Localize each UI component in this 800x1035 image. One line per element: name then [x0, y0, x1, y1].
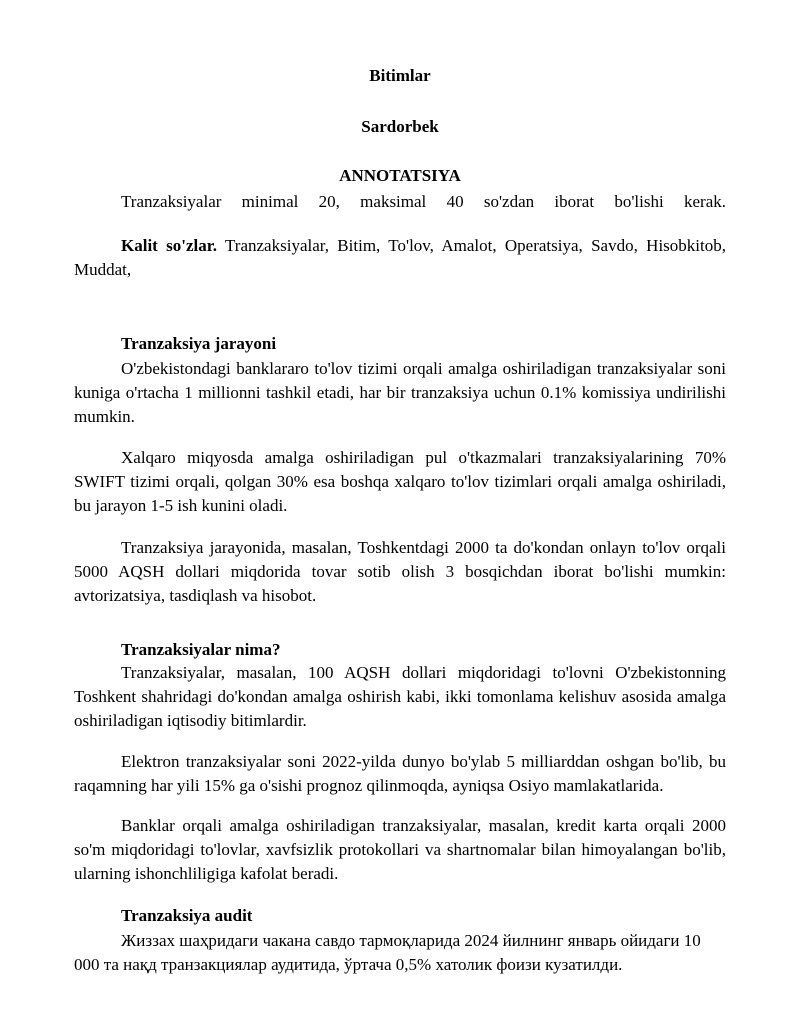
keywords-list: Tranzaksiyalar, Bitim, To'lov, Amalot, Operatsiya, Savdo, Hisobkitob, Muddat,	[74, 236, 726, 279]
keywords-label: Kalit so'zlar.	[121, 236, 217, 255]
section-heading: Tranzaksiyalar nima?	[121, 640, 281, 659]
paragraph: Tranzaksiyalar, masalan, 100 AQSH dollari miqdoridagi to'lovni O'zbekistonning Toshkent shahridagi do'kondan amalga oshirish kabi, ikki tomonlama kelishuv asosida amalga oshiriladigan iqtisodiy bitimlardir.	[74, 663, 726, 730]
document-title: Bitimlar	[369, 66, 431, 85]
paragraph: Banklar orqali amalga oshiriladigan tranzaksiyalar, masalan, kredit karta orqali 2000 so'm miqdoridagi to'lovlar, xavfsizlik protokollari va shartnomalar bilan himoyalangan bo'lib, ularning ishonchliligiga kafolat beradi.	[74, 816, 726, 883]
paragraph: Elektron tranzaksiyalar soni 2022-yilda dunyo bo'ylab 5 milliarddan oshgan bo'lib, bu raqamning har yili 15% ga o'sishi prognoz qilinmoqda, ayniqsa Osiyo mamlakatlarida.	[74, 752, 726, 795]
abstract-heading: ANNOTATSIYA	[339, 166, 461, 185]
paragraph: O'zbekistondagi banklararo to'lov tizimi orqali amalga oshiriladigan tranzaksiyalar soni kuniga o'rtacha 1 millionni tashkil etadi, har bir tranzaksiya uchun 0.1% komissiya undirilishi mumkin.	[74, 359, 726, 426]
author-name: Sardorbek	[361, 117, 439, 136]
paragraph: Жиззах шаҳридаги чакана савдо тармоқларида 2024 йилнинг январь ойидаги 10 000 та нақд транзакциялар аудитида, ўртача 0,5% хатолик фоизи кузатилди.	[74, 931, 701, 974]
keywords-paragraph	[74, 234, 726, 282]
abstract-text: Tranzaksiyalar minimal 20, maksimal 40 so'zdan iborat bo'lishi kerak.	[121, 192, 726, 211]
section-heading: Tranzaksiya jarayoni	[121, 334, 277, 353]
paragraph: Tranzaksiya jarayonida, masalan, Toshkentdagi 2000 ta do'kondan onlayn to'lov orqali 5000 AQSH dollari miqdorida tovar sotib olish 3 bosqichdan iborat bo'lishi mumkin: avtorizatsiya, tasdiqlash va hisobot.	[74, 538, 726, 605]
section-heading: Tranzaksiya audit	[121, 906, 253, 925]
paragraph: Xalqaro miqyosda amalga oshiriladigan pul o'tkazmalari tranzaksiyalarining 70% SWIFT tizimi orqali, qolgan 30% esa boshqa xalqaro to'lov tizimlari orqali amalga oshiriladi, bu jarayon 1-5 ish kunini oladi.	[74, 448, 726, 515]
